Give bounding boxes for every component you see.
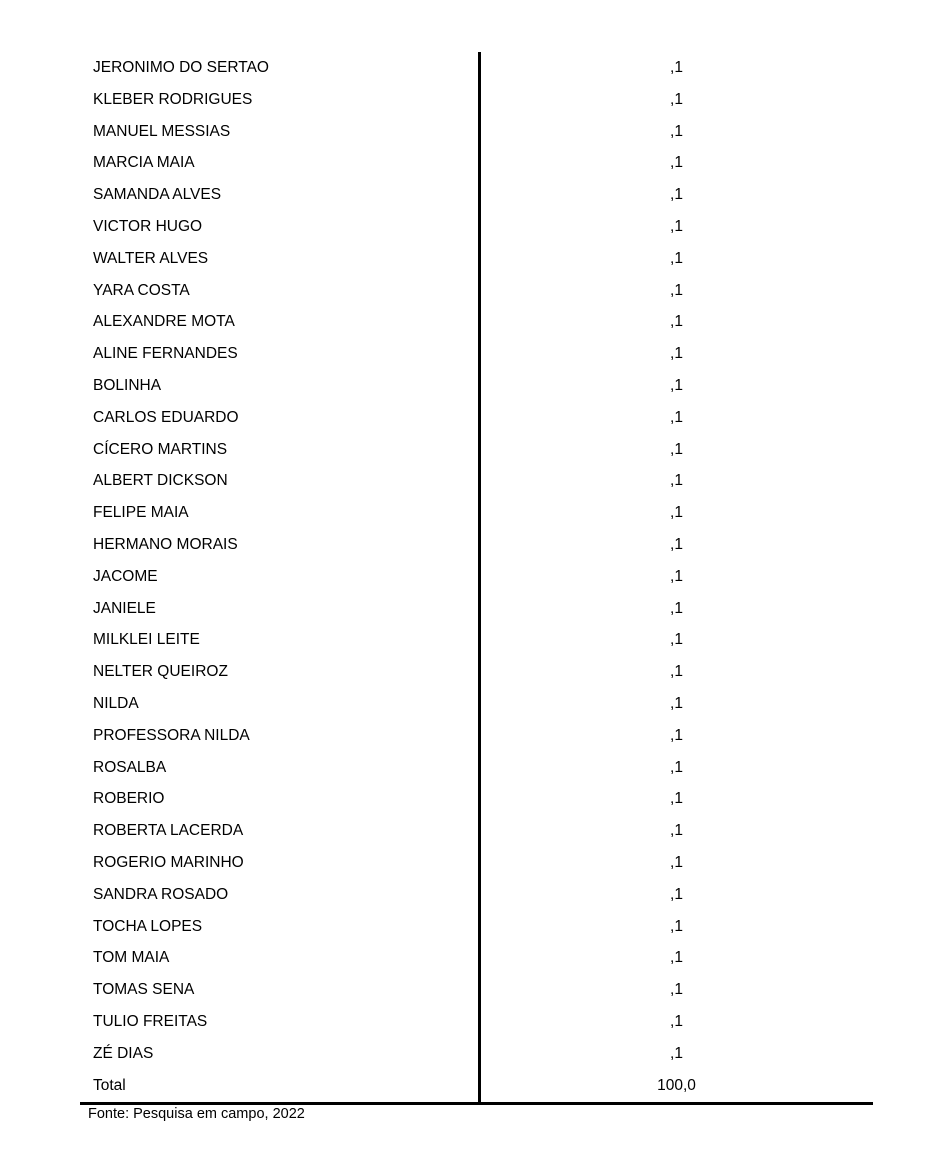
row-label: SAMANDA ALVES [93,186,222,204]
table-row [80,720,873,752]
row-percent: ,1 [670,122,683,140]
table-row [80,847,873,879]
table-row [80,275,873,307]
row-label: PROFESSORA NILDA [93,726,250,744]
row-label: VICTOR HUGO [93,217,203,235]
row-percent: ,1 [670,217,683,235]
row-label: ROBERTA LACERDA [93,822,244,840]
table-row [80,1006,873,1038]
row-percent: ,1 [670,90,683,108]
row-percent: ,1 [670,376,683,394]
row-label: BOLINHA [93,376,162,394]
table-body [80,52,873,1101]
row-label: NILDA [93,694,139,712]
table-row [80,752,873,784]
table-row [80,815,873,847]
row-percent: ,1 [670,758,683,776]
row-percent: ,1 [670,822,683,840]
row-label: NELTER QUEIROZ [93,663,228,681]
table-row [80,434,873,466]
table-row [80,624,873,656]
table-row [80,211,873,243]
source-note: Fonte: Pesquisa em campo, 2022 [88,1106,305,1122]
table-row [80,561,873,593]
row-label: HERMANO MORAIS [93,535,238,553]
row-label: ROGERIO MARINHO [93,853,244,871]
row-label: TULIO FREITAS [93,1012,208,1030]
row-percent: ,1 [670,917,683,935]
row-percent: ,1 [670,345,683,363]
total-row [80,1070,873,1102]
row-label: JACOME [93,567,158,585]
row-percent: ,1 [670,885,683,903]
row-label: SANDRA ROSADO [93,885,229,903]
table-row [80,529,873,561]
row-label: TOCHA LOPES [93,917,203,935]
table-row [80,465,873,497]
row-percent: ,1 [670,949,683,967]
row-label: ZÉ DIAS [93,1044,154,1062]
table-row [80,974,873,1006]
row-label: MILKLEI LEITE [93,631,200,649]
row-percent: ,1 [670,726,683,744]
row-percent: ,1 [670,631,683,649]
row-percent: ,1 [670,472,683,490]
table-row [80,116,873,148]
table-row [80,338,873,370]
row-label: YARA COSTA [93,281,190,299]
table-row [80,84,873,116]
row-label: KLEBER RODRIGUES [93,90,253,108]
table-row [80,942,873,974]
table-row [80,497,873,529]
row-label: TOM MAIA [93,949,170,967]
row-label: MARCIA MAIA [93,154,195,172]
row-percent: ,1 [670,663,683,681]
frequency-table [80,52,873,1101]
table-bottom-rule [80,1102,873,1105]
table-row [80,179,873,211]
table-row [80,688,873,720]
row-percent: ,1 [670,599,683,617]
row-percent: ,1 [670,59,683,76]
table-row [80,52,873,84]
row-percent: ,1 [670,981,683,999]
row-percent: ,1 [670,186,683,204]
table-row [80,593,873,625]
row-percent: ,1 [670,249,683,267]
row-percent: 100,0 [657,1076,696,1094]
table-row [80,370,873,402]
row-percent: ,1 [670,313,683,331]
table-row [80,402,873,434]
table-row [80,243,873,275]
row-label: CÍCERO MARTINS [93,440,228,458]
table-row [80,306,873,338]
row-label: ROBERIO [93,790,165,808]
row-label: FELIPE MAIA [93,504,189,522]
row-percent: ,1 [670,1044,683,1062]
row-label: MANUEL MESSIAS [93,122,231,140]
row-percent: ,1 [670,281,683,299]
row-percent: ,1 [670,790,683,808]
row-percent: ,1 [670,154,683,172]
row-label: WALTER ALVES [93,249,209,267]
row-percent: ,1 [670,504,683,522]
row-label: Total [93,1076,126,1094]
row-percent: ,1 [670,694,683,712]
row-label: JANIELE [93,599,156,617]
row-label: ALEXANDRE MOTA [93,313,235,331]
row-label: CARLOS EDUARDO [93,408,239,426]
row-percent: ,1 [670,853,683,871]
table-row [80,783,873,815]
row-percent: ,1 [670,535,683,553]
row-label: JERONIMO DO SERTAO [93,59,269,76]
row-label: ROSALBA [93,758,167,776]
row-percent: ,1 [670,408,683,426]
row-label: TOMAS SENA [93,981,195,999]
row-percent: ,1 [670,567,683,585]
table-row [80,656,873,688]
table-row [80,147,873,179]
row-percent: ,1 [670,440,683,458]
row-label: ALBERT DICKSON [93,472,228,490]
table-row [80,879,873,911]
table-row [80,911,873,943]
row-percent: ,1 [670,1012,683,1030]
table-row [80,1038,873,1070]
row-label: ALINE FERNANDES [93,345,238,363]
